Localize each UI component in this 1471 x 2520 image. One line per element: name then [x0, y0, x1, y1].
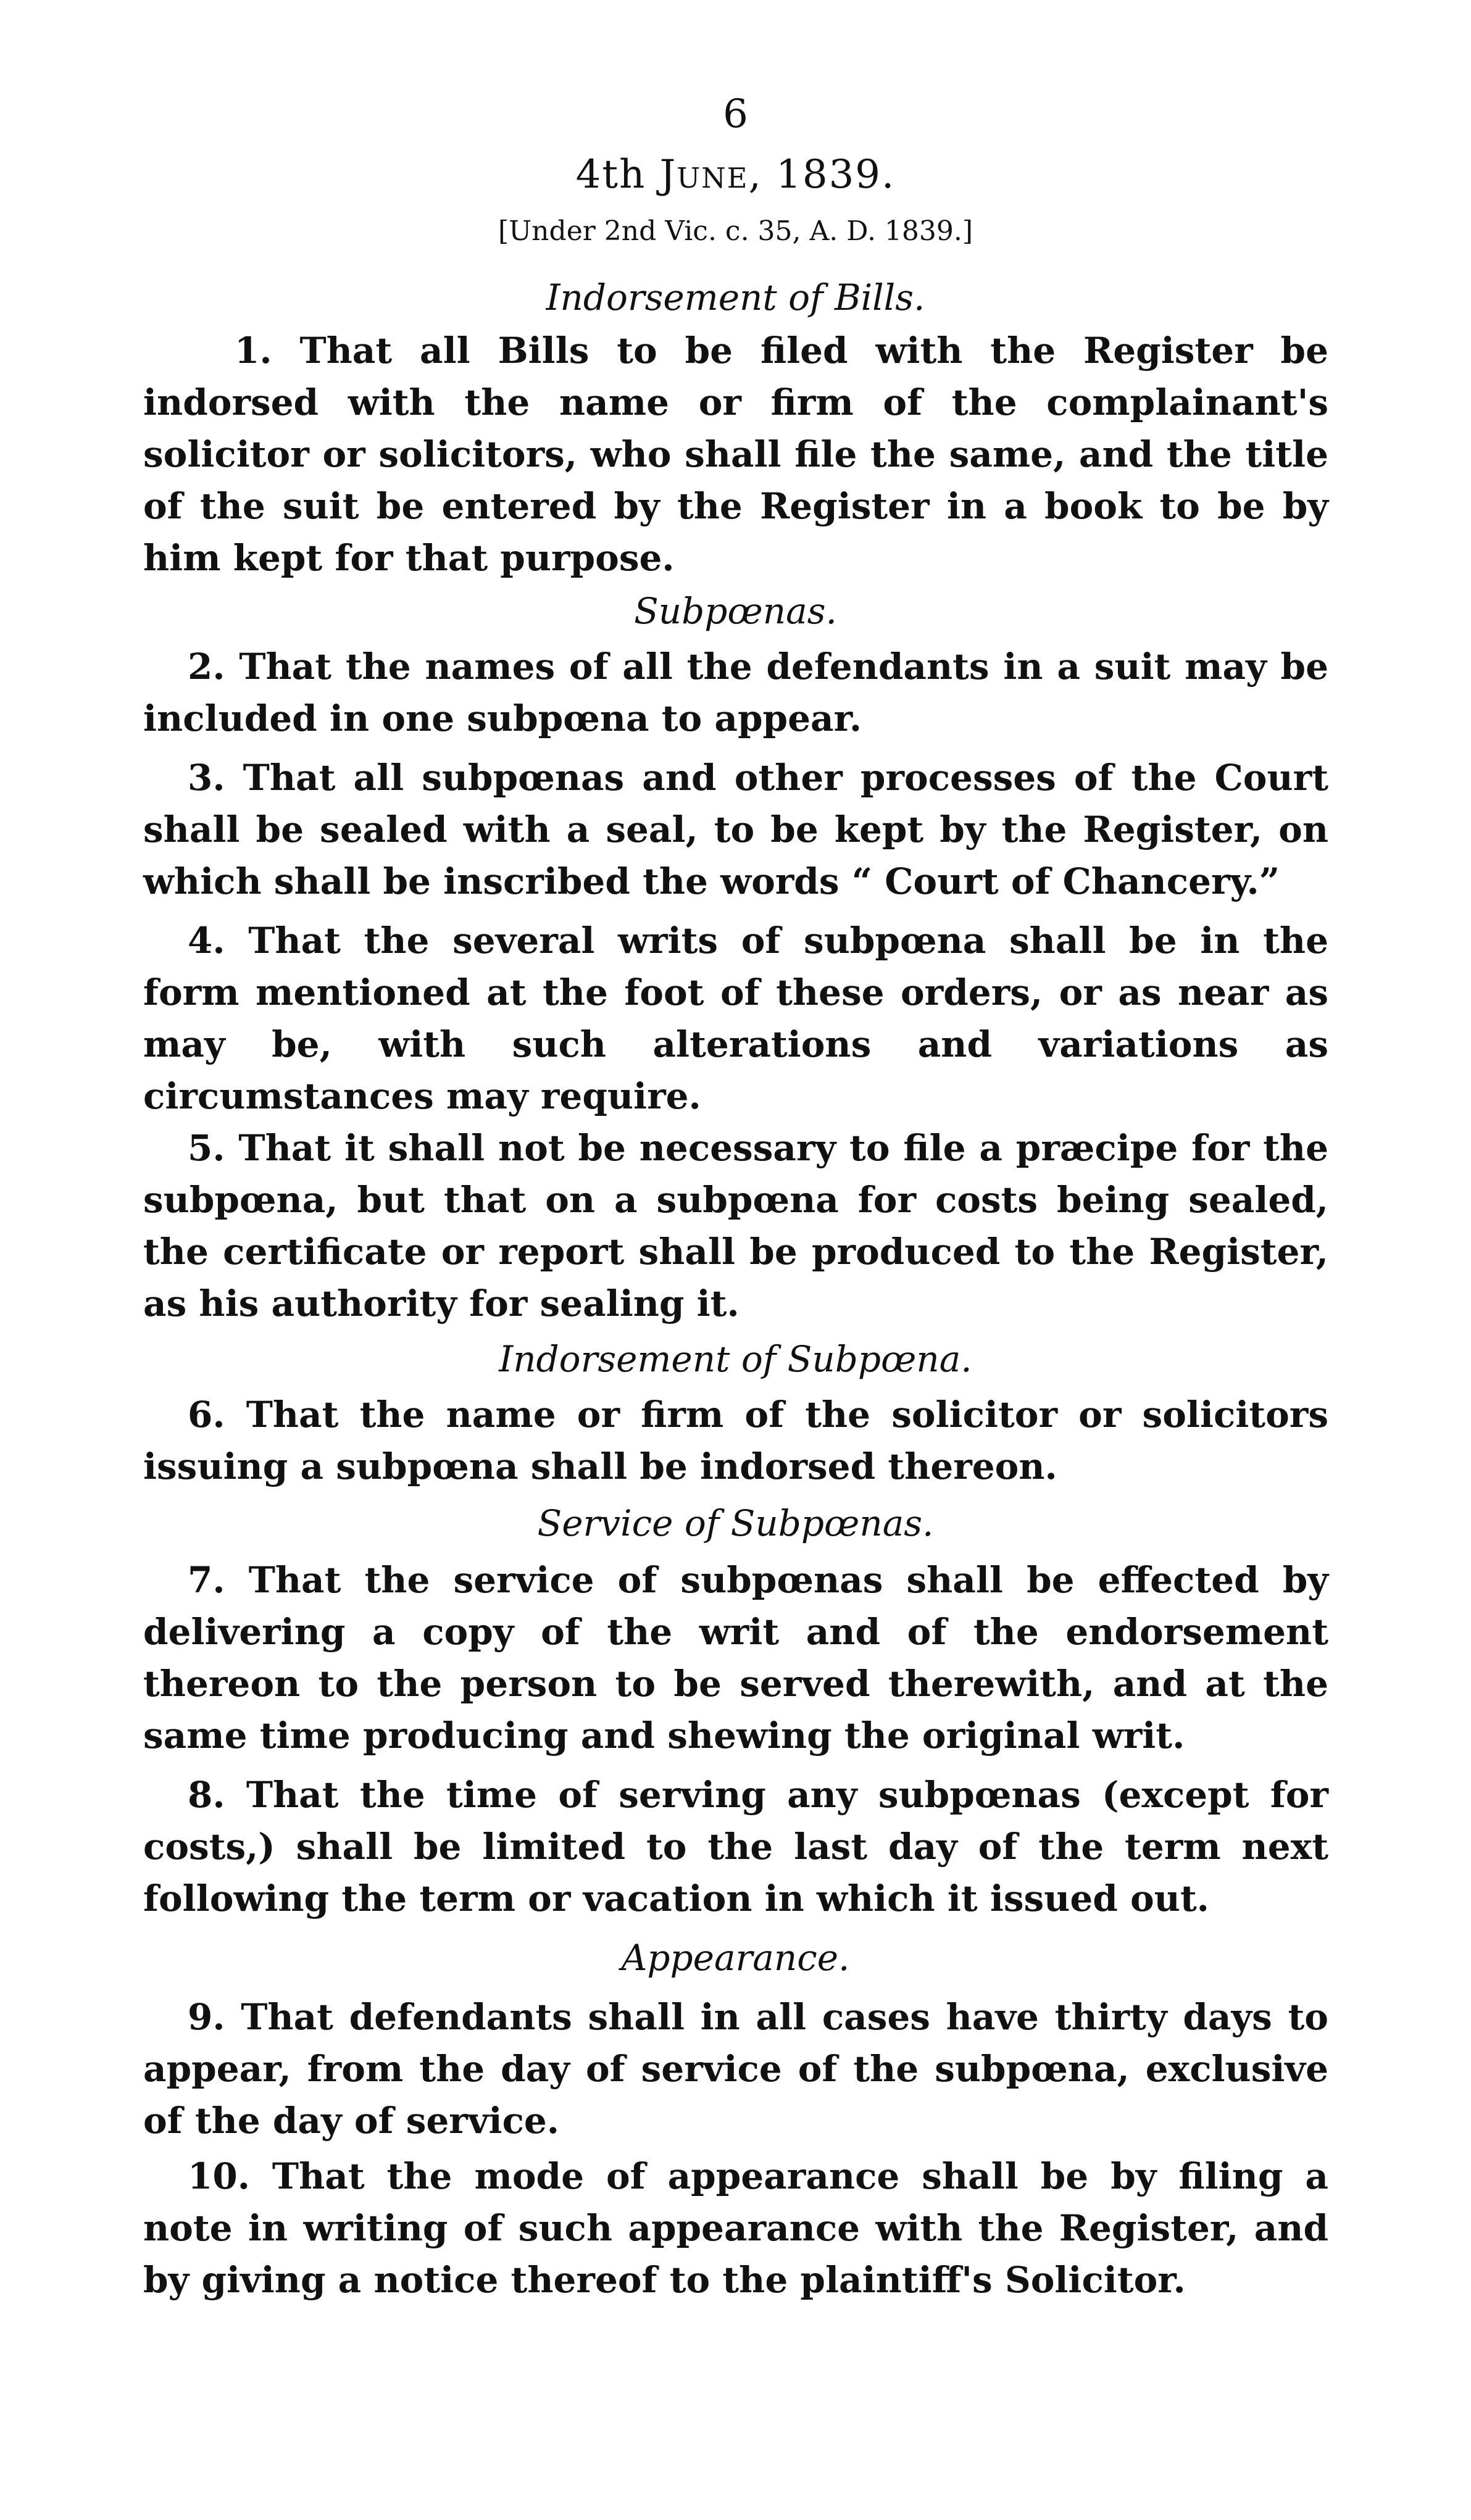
date-month: June — [659, 152, 749, 198]
rule-text: That all subpœnas and other processes of the Court shall be sealed with a seal, to be kept by the Register, on which shall be inscribed the words “ Court of Chancery.” — [143, 757, 1328, 902]
rule-text: That all Bills to be filed with the Register be indorsed with the name or firm of the complainant's solicitor or solicitors, who shall file the same, and the title of the suit be entered by the Register in a book to be by him kept for that purpose. — [143, 330, 1328, 579]
rule-9 — [143, 1991, 1328, 2147]
rule-8 — [143, 1769, 1328, 1924]
rule-number: 8. — [188, 1774, 225, 1816]
rule-number: 2. — [188, 646, 225, 688]
rule-number: 6. — [188, 1394, 225, 1436]
section-heading-indorsement-of-bills: Indorsement of Bills. — [546, 277, 925, 318]
rule-text: That it shall not be necessary to file a præcipe for the subpœna, but that on a subpœna for costs being sealed, the certificate or report shall be produced to the Register, as his authority for sealing it. — [143, 1127, 1328, 1324]
rule-7 — [143, 1554, 1328, 1761]
statute-reference: [Under 2nd Vic. c. 35, A. D. 1839.] — [498, 215, 973, 247]
rule-2 — [143, 641, 1328, 744]
rule-3 — [143, 752, 1328, 907]
rule-5 — [143, 1122, 1328, 1329]
rule-10 — [143, 2150, 1328, 2306]
rule-text: That the service of subpœnas shall be effected by delivering a copy of the writ and of the endorsement thereon to the person to be served therewith, and at the same time producing and shewing the original writ. — [143, 1559, 1328, 1757]
rule-6 — [143, 1389, 1328, 1492]
rule-number: 10. — [188, 2155, 250, 2197]
section-heading-service-of-subpoenas: Service of Subpœnas. — [537, 1502, 934, 1544]
rule-text: That the name or firm of the solicitor or solicitors issuing a subpœna shall be indorsed thereon. — [143, 1394, 1328, 1487]
rule-text: That the names of all the defendants in a suit may be included in one subpœna to appear. — [143, 646, 1328, 739]
date-day: 4th — [575, 152, 646, 198]
rule-4 — [143, 915, 1328, 1122]
date-year: 1839. — [776, 152, 896, 198]
rule-number: 3. — [188, 757, 225, 799]
rule-1 — [143, 325, 1328, 584]
date-comma: , — [748, 152, 762, 198]
page-number: 6 — [723, 91, 748, 137]
rule-text: That the time of serving any subpœnas (except for costs,) shall be limited to the last day of the term next following the term or vacation in which it issued out. — [143, 1774, 1328, 1919]
rule-number: 5. — [188, 1127, 225, 1169]
section-heading-subpoenas: Subpœnas. — [634, 590, 837, 632]
section-heading-indorsement-of-subpoena: Indorsement of Subpœna. — [499, 1338, 972, 1380]
section-heading-appearance: Appearance. — [621, 1937, 850, 1979]
rule-text: That defendants shall in all cases have thirty days to appear, from the day of service of the subpœna, exclusive of the day of service. — [143, 1996, 1328, 2142]
rule-number: 7. — [188, 1559, 225, 1601]
date-heading — [0, 147, 1471, 202]
rule-text: That the mode of appearance shall be by filing a note in writing of such appearance with the Register, and by giving a notice thereof to the plaintiff's Solicitor. — [143, 2155, 1328, 2301]
rule-number: 4. — [188, 920, 225, 962]
rule-number: 9. — [188, 1996, 225, 2038]
rule-number: 1. — [235, 330, 272, 372]
rule-text: That the several writs of subpœna shall be in the form mentioned at the foot of these orders, or as near as may be, with such alterations and variations as circumstances may require. — [143, 920, 1328, 1117]
